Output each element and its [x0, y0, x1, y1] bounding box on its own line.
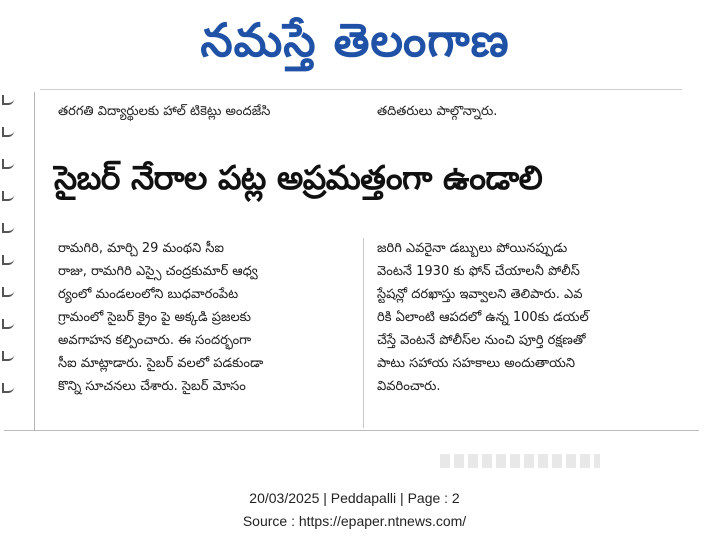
next-article-fragment [440, 454, 600, 468]
article-line: గ్రామంలో సైబర్ క్రైం పై అక్కడి ప్రజలకు [58, 310, 251, 325]
article-line: అవగాహన కల్పించారు. ఈ సందర్భంగా [58, 333, 252, 348]
source-link[interactable]: Source : https://epaper.ntnews.com/ [242, 513, 467, 529]
article-line: రాజు, రామగిరి ఎస్సై చంద్రకుమార్ ఆధ్వ [58, 264, 258, 279]
article-line: ర్యంలో మండలంలోని బుధవారంపేట [58, 287, 239, 302]
previous-article-line-left: తరగతి విద్యార్థులకు హాల్ టికెట్లు అందజేసి [58, 104, 271, 119]
article-line: కొన్ని సూచనలు చేశారు. సైబర్ మోసం [58, 379, 246, 394]
edition-info: 20/03/2025 | Peddapalli | Page : 2 [249, 490, 460, 506]
masthead-logo: నమస్తే తెలంగాణ [200, 13, 510, 67]
article-line: జరిగి ఎవరైనా డబ్బులు పోయినప్పుడు [377, 241, 568, 256]
bottom-divider [4, 430, 699, 431]
article-line: చేస్తే వెంటనే పోలీస్‌ల నుంచి పూర్తి రక్షణతో [377, 333, 586, 348]
article-line: సీఐ మాట్లాడారు. సైబర్ వలలో పడకుండా [58, 356, 264, 371]
top-divider [40, 89, 682, 90]
article-column-left [58, 237, 352, 398]
article-line: వివరించారు. [377, 379, 441, 394]
article-line: వెంటనే 1930 కు ఫోన్ చేయాలనీ పోలీస్ [377, 264, 580, 279]
article-column-right [377, 237, 673, 398]
adjacent-column-edge [0, 95, 14, 425]
article-line: పాటు సహాయ సహకాలు అందుతాయని [377, 356, 575, 371]
article-line: స్టేషన్లో దరఖాస్తు ఇవ్వాలని తెలిపారు. ఎవ [377, 287, 583, 302]
left-column-divider [34, 92, 35, 430]
column-divider [363, 238, 364, 428]
article-headline: సైబర్ నేరాల పట్ల అప్రమత్తంగా ఉండాలి [54, 158, 543, 197]
article-line: రామగిరి, మార్చి 29 మంథని సీఐ [58, 241, 224, 256]
previous-article-line-right: తదితరులు పాల్గొన్నారు. [377, 104, 498, 119]
article-line: రికి ఏలాంటి ఆపదలో ఉన్న 100కు డయల్ [377, 310, 589, 325]
